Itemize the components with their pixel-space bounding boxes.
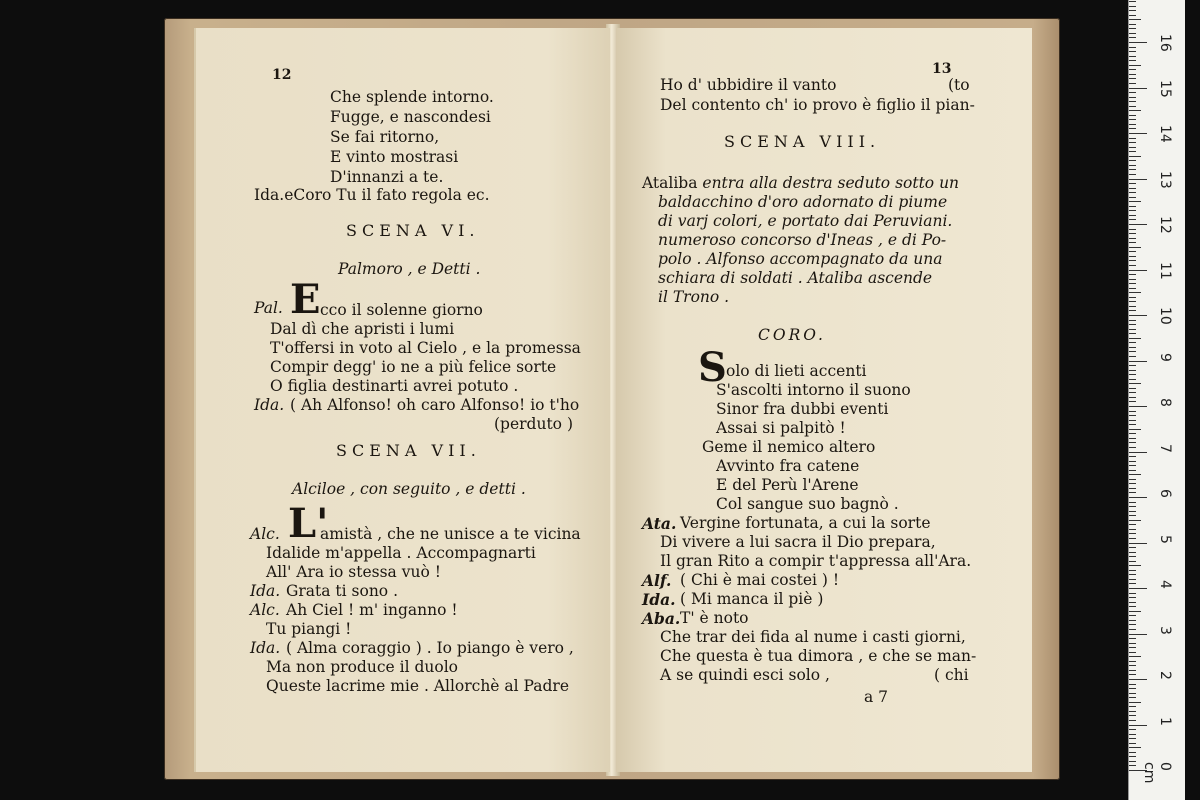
ruler-tick [1129,738,1136,739]
ruler-tick [1129,201,1141,202]
stage-direction: Ataliba entra alla destra seduto sotto un [642,174,960,192]
ruler-tick [1129,734,1136,735]
ruler-number: 13 [1157,170,1173,189]
ruler-tick [1129,124,1136,125]
ruler-tick [1129,533,1136,534]
ruler-tick [1129,483,1136,484]
ruler-tick [1129,106,1136,107]
ruler-tick [1129,156,1141,157]
ruler-tick [1129,401,1136,402]
dialogue-line: Il gran Rito a compir t'appressa all'Ara. [660,552,972,570]
ruler-tick [1129,743,1136,744]
ruler-tick [1129,56,1136,57]
ruler-number: 0 cm [1141,762,1173,784]
stage-direction: schiara di soldati . Ataliba ascende [658,269,933,287]
ruler-tick [1129,693,1136,694]
ruler-tick [1129,47,1136,48]
ruler-tick [1129,370,1136,371]
ruler-tick [1129,492,1136,493]
ruler-tick [1129,297,1136,298]
scene-heading: SCENA VIII. [724,132,881,151]
ruler-tick [1129,715,1136,716]
ruler-tick [1129,647,1136,648]
verse-line: olo di lieti accenti [726,362,867,380]
dialogue-line: Queste lacrime mie . Allorchè al Padre [266,677,570,695]
ruler-tick [1129,119,1136,120]
ruler-tick [1129,411,1136,412]
verse-line: Avvinto fra catene [716,457,860,475]
ruler-tick [1129,37,1136,38]
ruler-tick [1129,488,1136,489]
dialogue-line: ( Mi manca il piè ) [680,590,824,608]
ruler-tick [1129,51,1136,52]
ruler-tick [1129,361,1147,362]
ruler-tick [1129,374,1136,375]
ruler-tick [1129,342,1136,343]
dialogue-line: All' Ara io stessa vuò ! [266,563,441,581]
verse-line: E vinto mostrasi [330,148,459,166]
speaker-label: Ida. [642,590,676,609]
verse-line: Col sangue suo bagnò . [716,495,899,513]
ruler-tick [1129,629,1136,630]
ruler-tick [1129,433,1136,434]
ruler-tick [1129,588,1147,589]
ruler-tick [1129,470,1136,471]
ruler-number: 6 [1157,489,1173,498]
ruler-tick [1129,292,1141,293]
dialogue-line: Ma non produce il duolo [266,658,458,676]
ruler-tick [1129,424,1136,425]
dialogue-line: T' è noto [680,609,749,627]
ruler-number: 14 [1157,125,1173,143]
ruler-number: 5 [1157,534,1173,544]
ruler-tick [1129,283,1136,284]
ruler-tick [1129,83,1136,84]
stage-direction: il Trono . [658,288,730,306]
ruler-tick [1129,547,1136,548]
dialogue-line: T'offersi in voto al Cielo , e la promessa [270,339,581,357]
dialogue-line: ( Alma coraggio ) . Io piango è vero , [286,639,574,657]
speaker-label: Ida. [250,582,281,600]
ruler-number: 8 [1157,398,1173,407]
ruler-tick [1129,665,1136,666]
dialogue-line: O figlia destinarti avrei potuto . [270,377,519,395]
ruler-tick [1129,65,1141,66]
ruler-tick [1129,438,1136,439]
ruler-tick [1129,320,1136,321]
ruler-tick [1129,247,1141,248]
verse-line: Ida.eCoro Tu il fato regola ec. [254,186,490,204]
ruler-tick [1129,752,1136,753]
ruler-tick [1129,593,1136,594]
ruler-tick [1129,620,1136,621]
ruler-tick [1129,147,1136,148]
ruler-tick [1129,429,1141,430]
dialogue-line: ( Chi è mai costei ) ! [680,571,840,589]
dialogue-line: Che questa è tua dimora , e che se man- [660,647,977,665]
verse-line: (to [948,76,970,94]
stage-direction: polo . Alfonso accompagnato da una [658,250,943,268]
ruler-tick [1129,174,1136,175]
ruler-tick [1129,315,1147,316]
ruler-tick [1129,179,1147,180]
ruler-number: 12 [1157,216,1173,234]
ruler-tick [1129,388,1136,389]
verse-line: Se fai ritorno, [330,128,440,146]
chorus-heading: CORO. [758,326,826,344]
scene-cast: Palmoro , e Detti . [338,260,481,278]
ruler-tick [1129,279,1136,280]
ruler-tick [1129,565,1141,566]
dialogue-line: Ah Ciel ! m' inganno ! [286,601,458,619]
dialogue-line: Idalide m'appella . Accompagnarti [266,544,536,562]
ruler-tick [1129,15,1136,16]
ruler-tick [1129,656,1141,657]
ruler-tick [1129,306,1136,307]
ruler-tick [1129,160,1136,161]
ruler-number: 1 [1157,716,1173,726]
ruler-tick [1129,101,1136,102]
speaker-label: Alf. [642,571,672,590]
ruler-number: 3 [1157,625,1173,635]
ruler-tick [1129,270,1147,271]
ruler-tick [1129,219,1136,220]
ruler-tick [1129,447,1136,448]
stage-direction: di varj colori, e portato dai Peruviani. [658,212,953,230]
dialogue-line: Vergine fortunata, a cui la sorte [680,514,931,532]
scene-heading: SCENA VI. [346,221,480,240]
speaker-label: Ata. [642,514,677,533]
ruler-tick [1129,474,1141,475]
ruler-tick [1129,515,1136,516]
ruler-tick [1129,324,1136,325]
stage-direction: numeroso concorso d'Ineas , e di Po- [658,231,947,249]
ruler-tick [1129,92,1136,93]
ruler-tick [1129,74,1136,75]
ruler-tick [1129,511,1136,512]
ruler-tick [1129,383,1141,384]
drop-cap: S [698,344,727,391]
ruler-tick [1129,165,1136,166]
drop-cap: L' [288,500,329,547]
ruler-tick [1129,33,1136,34]
ruler-tick [1129,725,1147,726]
ruler-number: 16 [1157,34,1173,52]
speaker-label: Aba. [642,609,681,628]
ruler-tick [1129,115,1136,116]
ruler-tick [1129,242,1136,243]
ruler-tick [1129,652,1136,653]
drop-cap: E [290,276,321,323]
ruler-tick [1129,556,1136,557]
ruler-tick [1129,229,1136,230]
ruler-tick [1129,288,1136,289]
ruler-tick [1129,442,1136,443]
dialogue-line: ( chi [934,666,969,684]
dialogue-line: A se quindi esci solo , [660,666,830,684]
ruler-tick [1129,670,1136,671]
ruler-number: 2 [1157,671,1173,680]
speaker-label: Ida. [254,396,285,414]
ruler-tick [1129,583,1136,584]
ruler-tick [1129,265,1136,266]
ruler-tick [1129,365,1136,366]
ruler-tick [1129,215,1136,216]
ruler-tick [1129,643,1136,644]
verse-line: S'ascolti intorno il suono [716,381,911,399]
ruler-tick [1129,142,1136,143]
right-page [616,28,1032,772]
verse-line: Geme il nemico altero [702,438,876,456]
speaker-label: Alc. [250,601,280,619]
ruler-tick [1129,192,1136,193]
ruler-tick [1129,461,1136,462]
ruler-tick [1129,310,1136,311]
ruler-tick [1129,338,1141,339]
ruler-tick [1129,538,1136,539]
ruler-tick [1129,251,1136,252]
ruler-tick [1129,615,1136,616]
ruler-tick [1129,6,1136,7]
dialogue-line: Che trar dei fida al nume i casti giorni, [660,628,966,646]
ruler-number: 11 [1157,261,1173,280]
ruler-tick [1129,138,1136,139]
ruler-tick [1129,379,1136,380]
ruler-tick [1129,679,1147,680]
ruler-tick [1129,543,1147,544]
dialogue-line: cco il solenne giorno [320,301,483,319]
ruler-tick [1129,761,1136,762]
ruler-tick [1129,197,1136,198]
ruler-tick [1129,606,1136,607]
ruler-tick [1129,611,1141,612]
ruler-tick [1129,529,1136,530]
verse-line: Che splende intorno. [330,88,494,106]
ruler-tick [1129,465,1136,466]
catchword: a 7 [864,688,889,706]
ruler-tick [1129,415,1136,416]
ruler-tick [1129,256,1136,257]
ruler-tick [1129,561,1136,562]
ruler-tick [1129,702,1141,703]
ruler-tick [1129,602,1136,603]
ruler-tick [1129,729,1136,730]
verse-line: Del contento ch' io provo è figlio il pian- [660,96,975,114]
ruler-tick [1129,524,1136,525]
dialogue-line: Di vivere a lui sacra il Dio prepara, [660,533,936,551]
speaker-label: Alc. [250,525,280,543]
ruler-tick [1129,97,1136,98]
ruler-tick [1129,711,1136,712]
ruler-tick [1129,497,1147,498]
ruler-number: 4 [1157,580,1173,589]
ruler-tick [1129,392,1136,393]
ruler-tick [1129,260,1136,261]
verse-line: D'innanzi a te. [330,168,444,186]
ruler-tick [1129,502,1136,503]
ruler-tick [1129,10,1136,11]
ruler-tick [1129,570,1136,571]
left-page [196,28,610,772]
ruler-tick [1129,333,1136,334]
ruler-tick [1129,456,1136,457]
ruler-tick [1129,688,1136,689]
dialogue-line: Tu piangi ! [266,620,352,638]
dialogue-line: Compir degg' io ne a più felice sorte [270,358,557,376]
ruler-tick [1129,1,1136,2]
scene-heading: SCENA VII. [336,441,481,460]
ruler-tick [1129,301,1136,302]
ruler-tick [1129,661,1136,662]
scene-cast: Alciloe , con seguito , e detti . [292,480,526,498]
ruler-tick [1129,624,1136,625]
ruler-tick [1129,188,1136,189]
ruler-tick [1129,128,1136,129]
ruler-tick [1129,210,1136,211]
ruler-tick [1129,765,1136,766]
ruler-tick [1129,552,1136,553]
ruler-tick [1129,19,1141,20]
dialogue-line: ( Ah Alfonso! oh caro Alfonso! io t'ho [290,396,580,414]
ruler-tick [1129,706,1136,707]
ruler-tick [1129,356,1136,357]
ruler-number: 9 [1157,352,1173,362]
ruler-tick [1129,78,1136,79]
ruler-tick [1129,406,1147,407]
ruler-number: 7 [1157,443,1173,453]
ruler-tick [1129,697,1136,698]
page-number: 13 [932,61,952,77]
verse-line: Ho d' ubbidire il vanto [660,76,837,94]
ruler-tick [1129,747,1141,748]
ruler-tick [1129,684,1136,685]
dialogue-line: Grata ti sono . [286,582,398,600]
ruler-tick [1129,638,1136,639]
verse-line: Sinor fra dubbi eventi [716,400,889,418]
ruler-tick [1129,88,1147,89]
ruler-tick [1129,420,1136,421]
ruler-tick [1129,238,1136,239]
ruler-tick [1129,579,1136,580]
ruler-tick [1129,233,1136,234]
ruler-tick [1129,183,1136,184]
dialogue-line: Dal dì che apristi i lumi [270,320,455,338]
dialogue-line: (perduto ) [494,415,573,433]
ruler-tick [1129,479,1136,480]
ruler-tick [1129,110,1141,111]
ruler-tick [1129,634,1147,635]
speaker-label: Pal. [254,299,283,317]
dialogue-line: amistà , che ne unisce a te vicina [320,525,581,543]
ruler-tick [1129,28,1136,29]
ruler-tick [1129,329,1136,330]
ruler-tick [1129,69,1136,70]
ruler-tick [1129,151,1136,152]
ruler-tick [1129,520,1141,521]
ruler-tick [1129,24,1136,25]
ruler-tick [1129,274,1136,275]
stage-direction: baldacchino d'oro adornato di piume [658,193,948,211]
ruler-tick [1129,720,1136,721]
ruler-tick [1129,60,1136,61]
ruler-tick [1129,224,1147,225]
ruler-tick [1129,452,1147,453]
ruler-tick [1129,597,1136,598]
ruler-tick [1129,756,1136,757]
ruler-tick [1129,42,1147,43]
ruler-tick [1129,347,1136,348]
ruler-tick [1129,506,1136,507]
verse-line: Fugge, e nascondesi [330,108,491,126]
measuring-ruler [1128,0,1185,800]
ruler-tick [1129,397,1136,398]
ruler-tick [1129,169,1136,170]
ruler-tick [1129,133,1147,134]
ruler-number: 10 [1157,307,1173,325]
ruler-tick [1129,574,1136,575]
ruler-tick [1129,351,1136,352]
ruler-tick [1129,674,1136,675]
ruler-number: 15 [1157,79,1173,98]
page-number: 12 [272,67,292,83]
verse-line: Assai si palpitò ! [716,419,846,437]
verse-line: E del Perù l'Arene [716,476,859,494]
speaker-label: Ida. [250,639,281,657]
ruler-tick [1129,206,1136,207]
